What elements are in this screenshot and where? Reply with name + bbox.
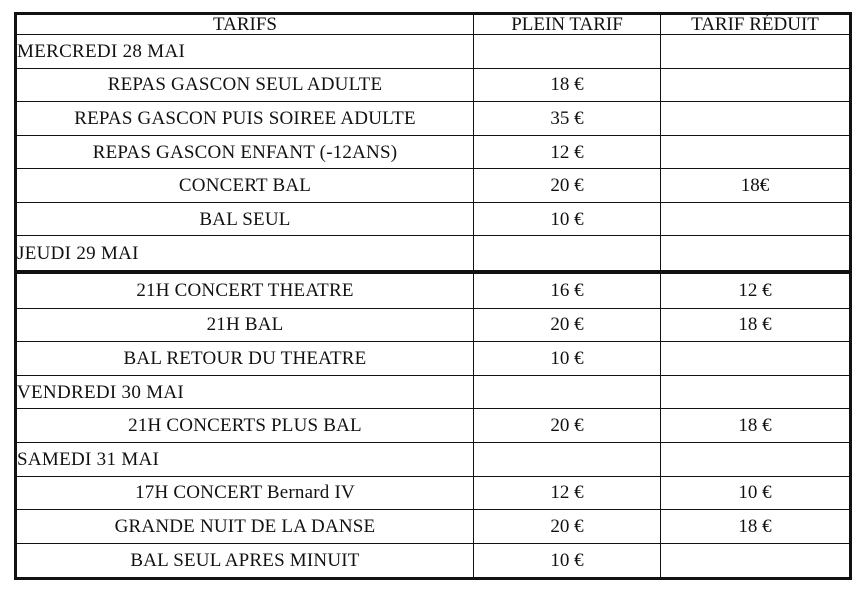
table-row xyxy=(16,510,851,544)
day-label: VENDREDI 30 MAI xyxy=(16,375,474,409)
table-header-row xyxy=(16,14,851,35)
header-tarifs: TARIFS xyxy=(16,14,474,35)
day-row xyxy=(16,442,851,476)
plein-tarif-cell: 20 € xyxy=(474,510,661,544)
header-plein-tarif: PLEIN TARIF xyxy=(474,14,661,35)
table-row xyxy=(16,102,851,136)
day-label: MERCREDI 28 MAI xyxy=(16,35,474,69)
table-row xyxy=(16,169,851,203)
tarif-reduit-cell: 18€ xyxy=(661,169,851,203)
table-row xyxy=(16,202,851,236)
tarif-reduit-cell xyxy=(661,135,851,169)
item-label: 21H CONCERT THEATRE xyxy=(16,272,474,308)
plein-tarif-cell: 35 € xyxy=(474,102,661,136)
tarif-reduit-cell xyxy=(661,236,851,272)
table-row xyxy=(16,272,851,308)
item-label: BAL SEUL xyxy=(16,202,474,236)
plein-tarif-cell: 10 € xyxy=(474,342,661,376)
tarif-reduit-cell xyxy=(661,202,851,236)
table-row xyxy=(16,476,851,510)
plein-tarif-cell: 12 € xyxy=(474,476,661,510)
plein-tarif-cell: 20 € xyxy=(474,409,661,443)
tarif-reduit-cell xyxy=(661,35,851,69)
item-label: CONCERT BAL xyxy=(16,169,474,203)
tarif-reduit-cell: 10 € xyxy=(661,476,851,510)
tarif-reduit-cell: 12 € xyxy=(661,272,851,308)
plein-tarif-cell: 12 € xyxy=(474,135,661,169)
tarifs-table xyxy=(14,12,852,580)
tarif-reduit-cell: 18 € xyxy=(661,510,851,544)
tarif-reduit-cell: 18 € xyxy=(661,308,851,342)
tarif-reduit-cell: 18 € xyxy=(661,409,851,443)
plein-tarif-cell: 18 € xyxy=(474,68,661,102)
plein-tarif-cell xyxy=(474,236,661,272)
plein-tarif-cell xyxy=(474,442,661,476)
plein-tarif-cell: 10 € xyxy=(474,202,661,236)
tarif-reduit-cell xyxy=(661,68,851,102)
plein-tarif-cell: 10 € xyxy=(474,543,661,578)
item-label: REPAS GASCON ENFANT (-12ANS) xyxy=(16,135,474,169)
table-row xyxy=(16,68,851,102)
day-row xyxy=(16,35,851,69)
table-row xyxy=(16,543,851,578)
item-label: GRANDE NUIT DE LA DANSE xyxy=(16,510,474,544)
table-row xyxy=(16,308,851,342)
item-label: REPAS GASCON PUIS SOIREE ADULTE xyxy=(16,102,474,136)
tarif-reduit-cell xyxy=(661,543,851,578)
item-label: BAL SEUL APRES MINUIT xyxy=(16,543,474,578)
item-label: BAL RETOUR DU THEATRE xyxy=(16,342,474,376)
tarif-reduit-cell xyxy=(661,375,851,409)
header-tarif-reduit: TARIF RÉDUIT xyxy=(661,14,851,35)
plein-tarif-cell xyxy=(474,35,661,69)
table-row xyxy=(16,135,851,169)
day-row xyxy=(16,375,851,409)
plein-tarif-cell: 16 € xyxy=(474,272,661,308)
item-label: REPAS GASCON SEUL ADULTE xyxy=(16,68,474,102)
day-label: JEUDI 29 MAI xyxy=(16,236,474,272)
item-label: 21H CONCERTS PLUS BAL xyxy=(16,409,474,443)
tarif-reduit-cell xyxy=(661,102,851,136)
plein-tarif-cell: 20 € xyxy=(474,169,661,203)
item-label: 21H BAL xyxy=(16,308,474,342)
plein-tarif-cell: 20 € xyxy=(474,308,661,342)
tarifs-body xyxy=(16,35,851,579)
table-row xyxy=(16,342,851,376)
plein-tarif-cell xyxy=(474,375,661,409)
table-row xyxy=(16,409,851,443)
day-label: SAMEDI 31 MAI xyxy=(16,442,474,476)
day-row xyxy=(16,236,851,272)
item-label: 17H CONCERT Bernard IV xyxy=(16,476,474,510)
tarif-reduit-cell xyxy=(661,442,851,476)
tarif-reduit-cell xyxy=(661,342,851,376)
